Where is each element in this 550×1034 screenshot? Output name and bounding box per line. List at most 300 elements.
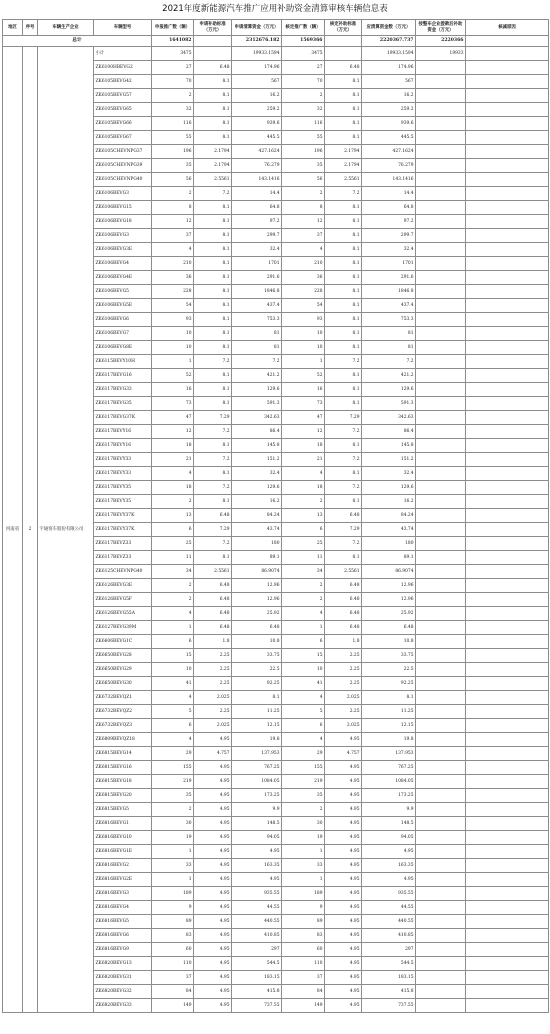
cell-applied-qty: 84 <box>152 985 194 999</box>
cell-applied-std: 4.95 <box>194 887 232 901</box>
cell-applied-qty: 60 <box>152 943 194 957</box>
cell-prepaid <box>416 89 466 103</box>
cell-prepaid <box>416 229 466 243</box>
cell-approved-qty: 32 <box>282 103 325 117</box>
cell-approved-std: 7.2 <box>325 355 362 369</box>
cell-approved-qty: 27 <box>282 61 325 75</box>
cell-applied-qty: 37 <box>152 971 194 985</box>
cell-reason <box>466 201 549 215</box>
cell-approved-std: 6.48 <box>325 621 362 635</box>
cell-reason <box>466 887 549 901</box>
cell-approved-amt: 129.6 <box>362 481 416 495</box>
cell-approved-std: 4.95 <box>325 789 362 803</box>
cell-reason <box>466 47 549 61</box>
cell-applied-qty: 70 <box>152 75 194 89</box>
cell-approved-amt: 1846.8 <box>362 285 416 299</box>
cell-applied-amt: 12.96 <box>232 579 282 593</box>
cell-applied-qty: 1 <box>152 355 194 369</box>
cell-applied-amt: 11.25 <box>232 705 282 719</box>
cell-applied-std: 6.48 <box>194 61 232 75</box>
document-title: 2021年度新能源汽车推广应用补助资金清算审核车辆信息表 <box>162 4 388 14</box>
cell-applied-std: 8.1 <box>194 439 232 453</box>
cell-approved-amt: 7.2 <box>362 355 416 369</box>
cell-approved-std: 4.95 <box>325 803 362 817</box>
cell-applied-std: 8.1 <box>194 369 232 383</box>
cell-reason <box>466 607 549 621</box>
cell-applied-std: 8.1 <box>194 215 232 229</box>
cell-approved-qty: 4 <box>282 607 325 621</box>
cell-reason <box>466 75 549 89</box>
cell-reason <box>466 299 549 313</box>
cell-applied-amt: 259.2 <box>232 103 282 117</box>
cell-reason <box>466 719 549 733</box>
cell-prepaid <box>416 355 466 369</box>
header-row <box>3 20 549 36</box>
cell-applied-qty: 30 <box>152 817 194 831</box>
cell-applied-std: 2.1794 <box>194 145 232 159</box>
cell-applied-amt: 291.6 <box>232 271 282 285</box>
cell-prepaid <box>416 663 466 677</box>
cell-approved-qty: 4 <box>282 243 325 257</box>
cell-reason <box>466 173 549 187</box>
cell-prepaid <box>416 439 466 453</box>
total-applied-qty: 1641082 <box>152 36 194 47</box>
cell-model: ZK6815BEVG5 <box>94 803 152 817</box>
cell-approved-qty: 1 <box>282 873 325 887</box>
cell-model: ZK6650BEVG30 <box>94 677 152 691</box>
cell-applied-amt: 89.1 <box>232 551 282 565</box>
cell-applied-std: 8.1 <box>194 243 232 257</box>
cell-applied-qty: 228 <box>152 285 194 299</box>
cell-approved-amt: 12.96 <box>362 593 416 607</box>
cell-model: ZK6106BEVG5E <box>94 299 152 313</box>
cell-approved-amt: 16.2 <box>362 89 416 103</box>
cell-approved-amt: 737.55 <box>362 999 416 1013</box>
cell-applied-std: 8.1 <box>194 89 232 103</box>
cell-model: ZK6106BEVG18 <box>94 215 152 229</box>
cell-applied-std: 8.1 <box>194 229 232 243</box>
cell-approved-amt: 19933.1594 <box>362 47 416 61</box>
cell-prepaid <box>416 481 466 495</box>
cell-approved-qty: 35 <box>282 159 325 173</box>
cell-prepaid <box>416 901 466 915</box>
cell-prepaid <box>416 887 466 901</box>
cell-applied-std: 8.1 <box>194 341 232 355</box>
cell-applied-std: 6.48 <box>194 579 232 593</box>
cell-approved-std <box>325 47 362 61</box>
cell-applied-qty: 149 <box>152 999 194 1013</box>
cell-reason <box>466 705 549 719</box>
cell-approved-amt: 939.6 <box>362 117 416 131</box>
cell-applied-amt: 437.4 <box>232 299 282 313</box>
cell-approved-amt: 148.5 <box>362 817 416 831</box>
cell-model: ZK6105BEVG42 <box>94 75 152 89</box>
cell-prepaid <box>416 145 466 159</box>
cell-prepaid <box>416 397 466 411</box>
cell-approved-std: 8.1 <box>325 299 362 313</box>
cell-applied-std: 2.5561 <box>194 173 232 187</box>
cell-applied-amt: 1846.8 <box>232 285 282 299</box>
cell-applied-qty: 89 <box>152 915 194 929</box>
cell-prepaid <box>416 201 466 215</box>
cell-approved-std: 8.1 <box>325 285 362 299</box>
cell-applied-qty: 83 <box>152 929 194 943</box>
cell-applied-amt: 7.2 <box>232 355 282 369</box>
cell-applied-amt: 25.92 <box>232 607 282 621</box>
table-row <box>3 47 549 61</box>
cell-approved-qty: 16 <box>282 383 325 397</box>
cell-prepaid <box>416 691 466 705</box>
cell-approved-qty: 47 <box>282 411 325 425</box>
cell-approved-std: 2.25 <box>325 705 362 719</box>
total-applied-amt: 2312676.182 <box>232 36 282 47</box>
cell-approved-amt: 445.5 <box>362 131 416 145</box>
cell-model: ZK6606BEVG1C <box>94 635 152 649</box>
cell-prepaid <box>416 985 466 999</box>
cell-applied-std: 2.25 <box>194 663 232 677</box>
cell-prepaid <box>416 523 466 537</box>
cell-applied-amt: 19.8 <box>232 733 282 747</box>
cell-applied-std: 8.1 <box>194 117 232 131</box>
cell-prepaid <box>416 971 466 985</box>
cell-model: ZK6105CHEVNPG37 <box>94 145 152 159</box>
cell-prepaid <box>416 915 466 929</box>
cell-applied-qty: 110 <box>152 957 194 971</box>
cell-reason <box>466 257 549 271</box>
cell-reason <box>466 803 549 817</box>
cell-model: ZK6820BEVG13 <box>94 957 152 971</box>
cell-prepaid <box>416 467 466 481</box>
cell-approved-amt: 10.8 <box>362 635 416 649</box>
cell-applied-std: 8.1 <box>194 551 232 565</box>
cell-applied-std: 4.95 <box>194 929 232 943</box>
cell-applied-amt: 64.8 <box>232 201 282 215</box>
cell-approved-std: 8.1 <box>325 327 362 341</box>
cell-applied-amt: 97.2 <box>232 215 282 229</box>
cell-approved-qty: 18 <box>282 481 325 495</box>
cell-applied-qty: 2 <box>152 593 194 607</box>
cell-applied-amt: 174.96 <box>232 61 282 75</box>
cell-model: ZK6106BEVG3E <box>94 243 152 257</box>
total-row <box>3 36 549 47</box>
cell-model: ZK6117BEVG35 <box>94 397 152 411</box>
cell-approved-qty: 2 <box>282 579 325 593</box>
cell-reason <box>466 775 549 789</box>
cell-approved-amt: 1701 <box>362 257 416 271</box>
cell-applied-qty: 21 <box>152 453 194 467</box>
cell-applied-std: 4.95 <box>194 845 232 859</box>
cell-approved-amt: 81 <box>362 341 416 355</box>
cell-applied-std: 8.1 <box>194 131 232 145</box>
cell-applied-amt: 410.85 <box>232 929 282 943</box>
cell-approved-amt: 299.7 <box>362 229 416 243</box>
cell-applied-std: 7.2 <box>194 187 232 201</box>
cell-approved-std: 6.48 <box>325 61 362 75</box>
cell-applied-amt: 12.15 <box>232 719 282 733</box>
cell-applied-amt: 591.3 <box>232 397 282 411</box>
cell-prepaid <box>416 803 466 817</box>
cell-prepaid <box>416 215 466 229</box>
cell-applied-qty: 189 <box>152 887 194 901</box>
cell-reason <box>466 327 549 341</box>
cell-applied-amt: 421.2 <box>232 369 282 383</box>
cell-approved-std: 2.025 <box>325 719 362 733</box>
cell-model: ZK6106BEVG4 <box>94 257 152 271</box>
total-empty-cell <box>466 36 549 47</box>
cell-model: ZK6650BEVG29 <box>94 663 152 677</box>
cell-model: ZK6125CHEVNPG40 <box>94 565 152 579</box>
cell-applied-std: 2.25 <box>194 649 232 663</box>
cell-model: ZK6816BEVG2E <box>94 873 152 887</box>
cell-approved-amt: 32.4 <box>362 243 416 257</box>
total-label: 总计 <box>3 36 152 47</box>
header-applied-amt: 申请清算资金（万元） <box>232 20 282 36</box>
cell-applied-qty: 5 <box>152 705 194 719</box>
cell-prepaid <box>416 271 466 285</box>
cell-approved-amt: 81 <box>362 327 416 341</box>
cell-approved-qty: 2 <box>282 89 325 103</box>
cell-applied-qty: 29 <box>152 747 194 761</box>
cell-model: ZK6106BEVG5 <box>94 285 152 299</box>
header-approved-qty: 核定推广数（辆） <box>282 20 325 36</box>
cell-applied-std: 8.1 <box>194 75 232 89</box>
cell-approved-qty: 116 <box>282 117 325 131</box>
cell-reason <box>466 691 549 705</box>
cell-approved-amt: 259.2 <box>362 103 416 117</box>
cell-approved-qty: 84 <box>282 985 325 999</box>
cell-model: ZK6816BEVG1E <box>94 845 152 859</box>
cell-applied-qty: 1 <box>152 845 194 859</box>
cell-prepaid <box>416 677 466 691</box>
cell-approved-std: 8.1 <box>325 257 362 271</box>
cell-approved-amt: 129.6 <box>362 383 416 397</box>
cell-prepaid <box>416 859 466 873</box>
cell-approved-qty: 54 <box>282 299 325 313</box>
cell-model: ZK6117BEVY16 <box>94 439 152 453</box>
cell-approved-qty: 4 <box>282 733 325 747</box>
cell-prepaid <box>416 943 466 957</box>
cell-reason <box>466 929 549 943</box>
cell-approved-amt: 753.3 <box>362 313 416 327</box>
cell-applied-qty: 18 <box>152 481 194 495</box>
cell-approved-amt: 291.6 <box>362 271 416 285</box>
cell-approved-std: 4.95 <box>325 775 362 789</box>
cell-applied-amt: 753.3 <box>232 313 282 327</box>
cell-applied-amt: 183.15 <box>232 971 282 985</box>
cell-approved-std: 4.95 <box>325 831 362 845</box>
cell-applied-qty: 36 <box>152 271 194 285</box>
cell-model: ZK6105BEVG67 <box>94 131 152 145</box>
cell-model: ZK6117BEVG37K <box>94 411 152 425</box>
cell-approved-qty: 70 <box>282 75 325 89</box>
cell-approved-amt: 767.25 <box>362 761 416 775</box>
cell-applied-amt: 297 <box>232 943 282 957</box>
cell-applied-std: 4.95 <box>194 803 232 817</box>
cell-applied-amt: 939.6 <box>232 117 282 131</box>
cell-approved-amt: 19.8 <box>362 733 416 747</box>
cell-prepaid <box>416 579 466 593</box>
cell-applied-amt: 86.9074 <box>232 565 282 579</box>
cell-model: ZK6117BEVZ33 <box>94 551 152 565</box>
cell-applied-qty: 52 <box>152 369 194 383</box>
cell-approved-amt: 33.75 <box>362 649 416 663</box>
cell-model: ZK6117BEVZ33 <box>94 537 152 551</box>
cell-applied-qty: 18 <box>152 439 194 453</box>
cell-reason <box>466 131 549 145</box>
cell-applied-std: 4.95 <box>194 831 232 845</box>
cell-approved-qty: 36 <box>282 271 325 285</box>
cell-prepaid <box>416 61 466 75</box>
cell-approved-amt: 297 <box>362 943 416 957</box>
cell-applied-amt: 8.1 <box>232 691 282 705</box>
cell-applied-std: 8.1 <box>194 327 232 341</box>
cell-approved-amt: 4.95 <box>362 845 416 859</box>
cell-approved-amt: 143.1416 <box>362 173 416 187</box>
cell-approved-amt: 180 <box>362 537 416 551</box>
cell-approved-std: 4.95 <box>325 845 362 859</box>
cell-reason <box>466 621 549 635</box>
cell-applied-qty: 10 <box>152 341 194 355</box>
cell-approved-qty: 55 <box>282 131 325 145</box>
cell-reason <box>466 89 549 103</box>
cell-reason <box>466 495 549 509</box>
cell-model: ZK6816BEVG9 <box>94 943 152 957</box>
cell-reason <box>466 481 549 495</box>
cell-approved-qty: 110 <box>282 957 325 971</box>
cell-approved-amt: 11.25 <box>362 705 416 719</box>
cell-applied-qty: 2 <box>152 187 194 201</box>
cell-model: ZK6732BEVQZ3 <box>94 719 152 733</box>
cell-reason <box>466 145 549 159</box>
cell-approved-amt: 22.5 <box>362 663 416 677</box>
cell-prepaid <box>416 593 466 607</box>
cell-approved-amt: 32.4 <box>362 467 416 481</box>
cell-applied-qty: 16 <box>152 383 194 397</box>
cell-reason <box>466 103 549 117</box>
cell-approved-std: 4.95 <box>325 733 362 747</box>
cell-approved-amt: 137.953 <box>362 747 416 761</box>
cell-applied-amt: 1084.05 <box>232 775 282 789</box>
cell-applied-amt: 427.1624 <box>232 145 282 159</box>
cell-model: ZK6820BEVG32 <box>94 985 152 999</box>
header-reason: 核减原因 <box>466 20 549 36</box>
cell-approved-std: 2.25 <box>325 677 362 691</box>
cell-applied-std: 2.1794 <box>194 159 232 173</box>
cell-model: ZK6126BEVG3E <box>94 579 152 593</box>
cell-applied-amt: 143.1416 <box>232 173 282 187</box>
header-manufacturer: 车辆生产企业 <box>38 20 94 36</box>
cell-applied-qty: 4 <box>152 243 194 257</box>
cell-applied-amt: 737.55 <box>232 999 282 1013</box>
cell-approved-std: 4.95 <box>325 929 362 943</box>
cell-model: ZK6117BEVY33 <box>94 467 152 481</box>
cell-model: ZK6126BEVG5F <box>94 593 152 607</box>
cell-approved-qty: 2 <box>282 593 325 607</box>
cell-approved-amt: 427.1624 <box>362 145 416 159</box>
cell-model: ZK6105BEVG65 <box>94 103 152 117</box>
cell-approved-qty: 228 <box>282 285 325 299</box>
cell-approved-amt: 4.95 <box>362 873 416 887</box>
cell-approved-amt: 12.15 <box>362 719 416 733</box>
cell-prepaid <box>416 299 466 313</box>
cell-applied-std <box>194 47 232 61</box>
cell-approved-qty: 6 <box>282 523 325 537</box>
cell-approved-std: 8.1 <box>325 341 362 355</box>
cell-applied-qty: 54 <box>152 299 194 313</box>
cell-applied-std: 4.95 <box>194 943 232 957</box>
cell-approved-std: 7.2 <box>325 481 362 495</box>
cell-prepaid <box>416 313 466 327</box>
cell-approved-qty: 21 <box>282 453 325 467</box>
cell-approved-amt: 163.35 <box>362 859 416 873</box>
cell-prepaid <box>416 733 466 747</box>
cell-reason <box>466 551 549 565</box>
cell-applied-amt: 173.25 <box>232 789 282 803</box>
cell-applied-qty: 55 <box>152 131 194 145</box>
cell-applied-std: 4.95 <box>194 859 232 873</box>
cell-approved-std: 2.025 <box>325 691 362 705</box>
cell-applied-std: 7.2 <box>194 537 232 551</box>
cell-prepaid <box>416 187 466 201</box>
cell-applied-qty: 15 <box>152 649 194 663</box>
cell-prepaid <box>416 131 466 145</box>
cell-approved-qty: 83 <box>282 929 325 943</box>
cell-prepaid <box>416 285 466 299</box>
cell-applied-amt: 440.55 <box>232 915 282 929</box>
cell-approved-std: 4.95 <box>325 817 362 831</box>
cell-applied-amt: 342.63 <box>232 411 282 425</box>
cell-model: ZK6105BEVG57 <box>94 89 152 103</box>
cell-approved-std: 8.1 <box>325 439 362 453</box>
cell-prepaid <box>416 159 466 173</box>
cell-applied-amt: 6.48 <box>232 621 282 635</box>
cell-model: ZK6650BEVG28 <box>94 649 152 663</box>
cell-model: ZK6816BEVG5 <box>94 915 152 929</box>
cell-approved-amt: 97.2 <box>362 215 416 229</box>
cell-approved-amt: 25.92 <box>362 607 416 621</box>
cell-applied-qty: 2 <box>152 89 194 103</box>
cell-applied-amt: 16.2 <box>232 89 282 103</box>
cell-applied-std: 8.1 <box>194 299 232 313</box>
cell-approved-std: 2.25 <box>325 649 362 663</box>
cell-applied-std: 4.95 <box>194 915 232 929</box>
header-applied-qty: 申报推广数（辆） <box>152 20 194 36</box>
cell-reason <box>466 187 549 201</box>
cell-approved-qty: 6 <box>282 719 325 733</box>
cell-reason <box>466 579 549 593</box>
cell-reason <box>466 677 549 691</box>
cell-approved-qty: 13 <box>282 509 325 523</box>
cell-approved-qty: 155 <box>282 761 325 775</box>
cell-model: ZK6117BEVY33 <box>94 453 152 467</box>
cell-reason <box>466 117 549 131</box>
cell-applied-std: 7.2 <box>194 453 232 467</box>
region-cell: 河南省 <box>3 47 23 1013</box>
cell-applied-qty: 56 <box>152 173 194 187</box>
cell-model: ZK6106BEVG3 <box>94 187 152 201</box>
cell-applied-qty: 33 <box>152 859 194 873</box>
cell-approved-qty: 25 <box>282 537 325 551</box>
cell-applied-qty: 12 <box>152 215 194 229</box>
cell-model: ZK6117BEVG16 <box>94 369 152 383</box>
cell-approved-qty: 18 <box>282 439 325 453</box>
cell-approved-qty: 10 <box>282 327 325 341</box>
cell-applied-std: 6.48 <box>194 607 232 621</box>
cell-model: ZK6127BEVG39M <box>94 621 152 635</box>
cell-approved-std: 4.95 <box>325 873 362 887</box>
cell-approved-qty: 56 <box>282 173 325 187</box>
cell-applied-std: 8.1 <box>194 257 232 271</box>
